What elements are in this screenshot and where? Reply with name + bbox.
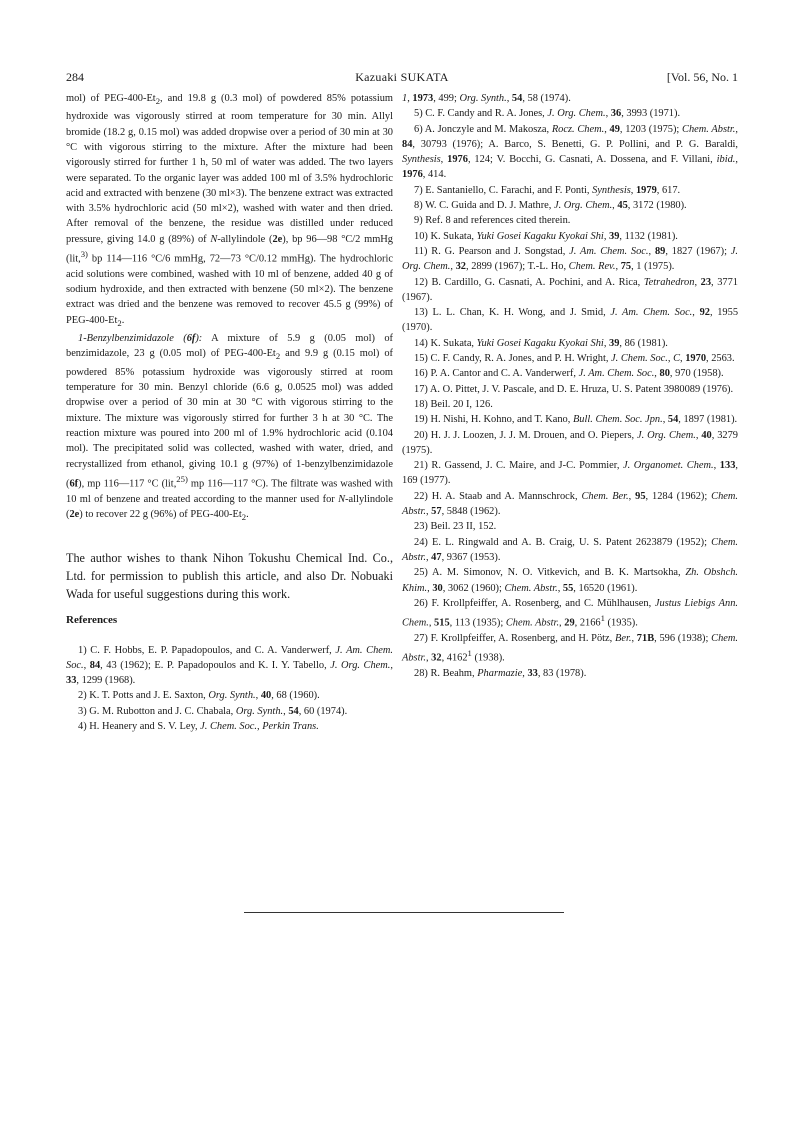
reference-item: 4) H. Heanery and S. V. Ley, J. Chem. Soc., Perkin Trans. — [78, 721, 319, 733]
reference-item: 24) E. L. Ringwald and A. B. Craig, U. S. Patent 2623879 (1952); Chem. Abstr., 47, 9367 (1953). — [402, 536, 738, 563]
running-header — [66, 70, 738, 86]
running-author: Kazuaki SUKATA — [355, 70, 449, 84]
reference-item: 8) W. C. Guida and D. J. Mathre, J. Org. Chem., 45, 3172 (1980). — [414, 200, 687, 212]
volume-info: [Vol. 56, No. 1 — [666, 70, 738, 84]
reference-item: 28) R. Beahm, Pharmazie, 33, 83 (1978). — [414, 667, 587, 679]
reference-item: 15) C. F. Candy, R. A. Jones, and P. H. Wright, J. Chem. Soc., C, 1970, 2563. — [414, 353, 735, 365]
references-heading: References — [66, 614, 118, 627]
reference-item: 9) Ref. 8 and references cited therein. — [414, 215, 571, 227]
reference-item: 17) A. O. Pittet, J. V. Pascale, and D. E. Hruza, U. S. Patent 3980089 (1976). — [414, 383, 734, 395]
acknowledgment: The author wishes to thank Nihon Tokushu Chemical Ind. Co., Ltd. for permission to publish this article, and also Dr. Nobuaki Wada for useful suggestions during this work. — [66, 551, 393, 602]
reference-item: 22) H. A. Staab and A. Mannschrock, Chem. Ber., 95, 1284 (1962); Chem. Abstr., 57, 5848 (1962). — [402, 490, 739, 518]
left-column — [66, 91, 393, 734]
reference-item: 14) K. Sukata, Yuki Gosei Kagaku Kyokai Shi, 39, 86 (1981). — [414, 337, 668, 349]
reference-item: 19) H. Nishi, H. Kohno, and T. Kano, Bull. Chem. Soc. Jpn., 54, 1897 (1981). — [414, 414, 738, 426]
reference-item: 16) P. A. Cantor and C. A. Vanderwerf, J. Am. Chem. Soc., 80, 970 (1958). — [414, 368, 724, 380]
end-rule — [244, 912, 564, 913]
reference-item: 12) B. Cardillo, G. Casnati, A. Pochini, and A. Rica, Tetrahedron, 23, 3771 (1967). — [402, 276, 738, 303]
reference-item: 23) Beil. 23 II, 152. — [414, 521, 497, 533]
reference-item: 10) K. Sukata, Yuki Gosei Kagaku Kyokai Shi, 39, 1132 (1981). — [414, 230, 678, 242]
reference-item: 5) C. F. Candy and R. A. Jones, J. Org. Chem., 36, 3993 (1971). — [414, 108, 681, 120]
reference-item: 3) G. M. Rubotton and J. C. Chabala, Org. Synth., 54, 60 (1974). — [78, 705, 348, 717]
reference-item: 7) E. Santaniello, C. Farachi, and F. Ponti, Synthesis, 1979, 617. — [414, 184, 681, 196]
procedure-paragraph-benzylbenzimidazole: 1-Benzylbenzimidazole (6f): A mixture of 5.9 g (0.05 mol) of benzimidazole, 23 g (0.05 mol) of PEG-$400-Et_2$ and 9.9 g (0.15 mol) of powdered 85% potassium hydroxide was vigorously stirred at room temperature for 30 min. Benzyl chloride (6.6 g, 0.0525 mol) was added dropwise over a period of 30 min at 30 °C with vigorous stirring to the mixture. The mixture was vigorously stirred for further 3 h at 30 °C. The reaction mixture was poured into 200 ml of 1.9% hydrochloric acid (0.104 mol). The precipitated solid was collected, washed with water, dried, and recrystallized from ethanol, giving 10.1 g (97%) of 1-benzylbenzimidazole (6f), mp 116—117 °C (lit,$^{25)}$ mp 116—117 °C). The filtrate was washed with 10 ml of benzene and treated according to the manner used for N-allylindole (2e) to recover 22 g (96%) of PEG-$400-Et_2$. — [66, 333, 393, 522]
reference-item: 18) Beil. 20 I, 126. — [414, 398, 493, 410]
reference-item: 20) H. J. J. Loozen, J. J. M. Drouen, and O. Piepers, J. Org. Chem., 40, 3279 (1975). — [402, 429, 738, 456]
reference-item: 2) K. T. Potts and J. E. Saxton, Org. Synth., 40, 68 (1960). — [78, 690, 320, 702]
reference-item: 6) A. Jonczyle and M. Makosza, Rocz. Chem., 49, 1203 (1975); Chem. Abstr., 84, 30793 (1976); A. Barco, S. Benetti, G. P. Pollini, and P. G. Baraldi, Synthesis, 1976, 124; V. Bocchi, G. Casnati, A. Dossena, and F. Villani, ibid., 1976, 414. — [402, 123, 738, 181]
reference-item-continued: 1, 1973, 499; Org. Synth., 54, 58 (1974). — [402, 93, 571, 104]
procedure-title: 1-Benzylbenzimidazole ( — [78, 333, 187, 345]
right-column — [402, 91, 738, 681]
reference-item: 11) R. G. Pearson and J. Songstad, J. Am. Chem. Soc., 89, 1827 (1967); J. Org. Chem., 32, 2899 (1967); T.-L. Ho, Chem. Rev., 75, 1 (1975). — [402, 245, 739, 273]
reference-item: 27) F. Krollpfeiffer, A. Rosenberg, and H. Pötz, Ber., 71B, 596 (1938); Chem. Abstr., 32, 4162$^1$ (1938). — [402, 632, 738, 664]
reference-item: 26) F. Krollpfeiffer, A. Rosenberg, and C. Mühlhausen, Justus Liebigs Ann. Chem., 515, 113 (1935); Chem. Abstr., 29, 2166$^1$ (1935). — [402, 597, 738, 629]
procedure-paragraph-allylindole: mol) of PEG-$400-Et_2$, and 19.8 g (0.3 mol) of powdered 85% potassium hydroxide was vigorously stirred at room temperature for 30 min. Allyl bromide (18.2 g, 0.15 mol) was added dropwise over a period of 30 min at 30 °C with vigorous stirring to the mixture. After the mixture had been vigorously stirred for further 1 h, 50 ml of water was added. The two layers were separated. To the organic layer was added 100 ml of 3.5% hydrochloric acid and extracted with benzene (30 ml×3). The benzene extract was extracted with 3.5% hydrochloric acid (50 ml×2), washed with water and then dried. After removal of the benzene, the residue was distilled under reduced pressure, giving 14.0 g (89%) of N-allylindole (2e), bp 96—98 °C/2 mmHg (lit,$^{3)}$ bp 114—116 °C/6 mmHg, 72—73 °C/0.12 mmHg). The hydrochloric acid solutions were combined, washed with 10 ml of benzene, added 40 g of sodium hydroxide, and then extracted with benzene (50 ml×2). The benzene extract was dried and the benzene was removed to recover 45.5 g (99%) of PEG-$400-Et_2$. — [66, 93, 393, 328]
reference-item: 25) A. M. Simonov, N. O. Vitkevich, and B. K. Martsokha, Zh. Obshch. Khim., 30, 3062 (1960); Chem. Abstr., 55, 16520 (1961). — [402, 567, 739, 594]
reference-item: 1) C. F. Hobbs, E. P. Papadopoulos, and C. A. Vanderwerf, J. Am. Chem. Soc., 84, 43 (1962); E. P. Papadopoulos and K. I. Y. Tabello, J. Org. Chem., 33, 1299 (1968). — [66, 644, 393, 687]
reference-item: 13) L. L. Chan, K. H. Wong, and J. Smid, J. Am. Chem. Soc., 92, 1955 (1970). — [402, 307, 739, 334]
page-number: 284 — [66, 70, 84, 84]
reference-item: 21) R. Gassend, J. C. Maire, and J-C. Pommier, J. Organomet. Chem., 133, 169 (1977). — [402, 460, 738, 487]
